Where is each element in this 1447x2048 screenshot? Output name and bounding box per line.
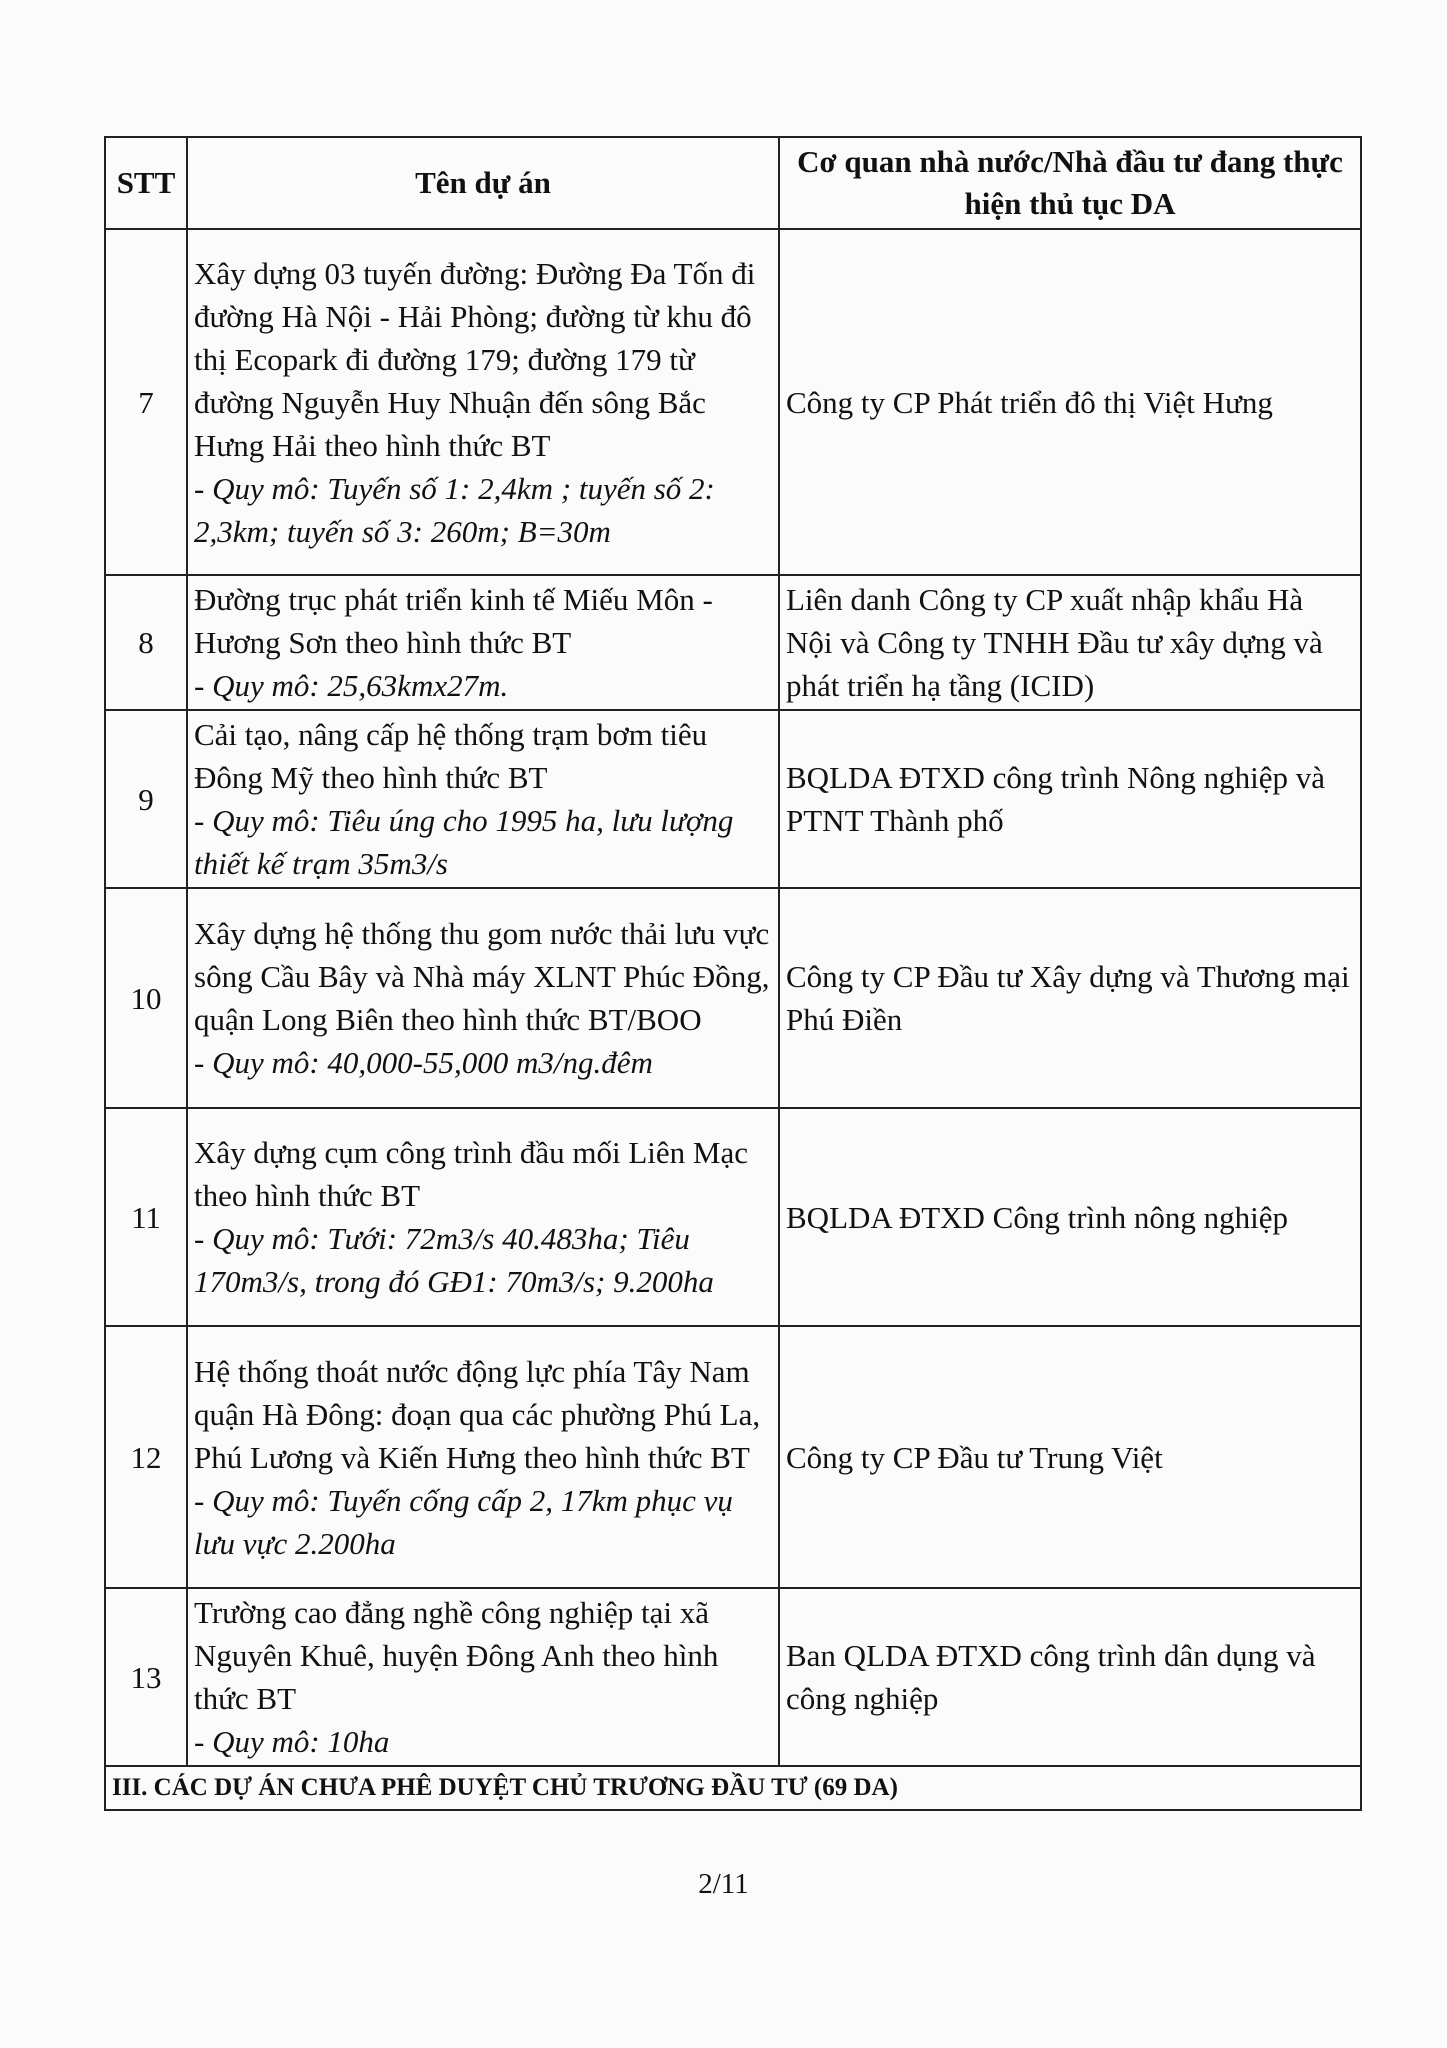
project-name: Xây dựng hệ thống thu gom nước thải lưu vực sông Cầu Bây và Nhà máy XLNT Phúc Đồng, quận Long Biên theo hình thức BT/BOO [194,916,770,1037]
project-name: Hệ thống thoát nước động lực phía Tây Nam quận Hà Đông: đoạn qua các phường Phú La, Phú Lương và Kiến Hưng theo hình thức BT [194,1353,761,1475]
table-row [105,1326,1361,1588]
row-project [187,575,779,710]
row-stt: 13 [105,1588,187,1766]
project-name: Xây dựng 03 tuyến đường: Đường Đa Tốn đi đường Hà Nội - Hải Phòng; đường từ khu đô thị Ecopark đi đường 179; đường 179 từ đường Nguyễn Huy Nhuận đến sông Bắc Hưng Hải theo hình thức BT [194,255,756,463]
row-stt: 7 [105,229,187,575]
table-row [105,1108,1361,1326]
row-agency: BQLDA ĐTXD Công trình nông nghiệp [779,1108,1361,1326]
row-agency: Ban QLDA ĐTXD công trình dân dụng và công nghiệp [779,1588,1361,1766]
row-project [187,1588,779,1766]
section-row [105,1766,1361,1810]
projects-table [104,136,1362,1811]
row-agency: Công ty CP Phát triển đô thị Việt Hưng [779,229,1361,575]
table-row [105,888,1361,1108]
row-project [187,229,779,575]
row-agency: Liên danh Công ty CP xuất nhập khẩu Hà Nội và Công ty TNHH Đầu tư xây dựng và phát triển hạ tầng (ICID) [779,575,1361,710]
project-scale: - Quy mô: Tưới: 72m3/s 40.483ha; Tiêu 170m3/s, trong đó GĐ1: 70m3/s; 9.200ha [194,1221,714,1299]
row-stt: 10 [105,888,187,1108]
table-row [105,229,1361,575]
header-project-name: Tên dự án [187,137,779,229]
table-row [105,575,1361,710]
project-scale: - Quy mô: Tuyến cống cấp 2, 17km phục vụ lưu vực 2.200ha [194,1482,733,1561]
header-agency: Cơ quan nhà nước/Nhà đầu tư đang thực hiện thủ tục DA [779,137,1361,229]
project-scale: - Quy mô: 10ha [194,1724,390,1759]
row-stt: 12 [105,1326,187,1588]
table-row [105,1588,1361,1766]
row-stt: 9 [105,710,187,888]
project-scale: - Quy mô: 25,63kmx27m. [194,668,509,703]
project-scale: - Quy mô: 40,000-55,000 m3/ng.đêm [194,1045,653,1080]
row-stt: 8 [105,575,187,710]
table-row [105,710,1361,888]
row-project [187,1326,779,1588]
row-agency: BQLDA ĐTXD công trình Nông nghiệp và PTNT Thành phố [779,710,1361,888]
project-name: Xây dựng cụm công trình đầu mối Liên Mạc theo hình thức BT [194,1135,749,1213]
row-agency: Công ty CP Đầu tư Xây dựng và Thương mại Phú Điền [779,888,1361,1108]
project-scale: - Quy mô: Tiêu úng cho 1995 ha, lưu lượng thiết kế trạm 35m3/s [194,803,734,881]
table-header-row [105,137,1361,229]
row-agency: Công ty CP Đầu tư Trung Việt [779,1326,1361,1588]
row-stt: 11 [105,1108,187,1326]
row-project [187,710,779,888]
header-stt: STT [105,137,187,229]
project-name: Trường cao đẳng nghề công nghiệp tại xã Nguyên Khuê, huyện Đông Anh theo hình thức BT [194,1595,719,1716]
project-name: Đường trục phát triển kinh tế Miếu Môn - Hương Sơn theo hình thức BT [194,582,713,660]
row-project [187,1108,779,1326]
page-number: 2/11 [698,1868,749,1900]
row-project [187,888,779,1108]
section-heading: III. CÁC DỰ ÁN CHƯA PHÊ DUYỆT CHỦ TRƯƠNG ĐẦU TƯ (69 DA) [105,1766,1361,1810]
project-scale: - Quy mô: Tuyến số 1: 2,4km ; tuyến số 2: 2,3km; tuyến số 3: 260m; B=30m [194,470,715,549]
project-name: Cải tạo, nâng cấp hệ thống trạm bơm tiêu Đông Mỹ theo hình thức BT [194,717,708,795]
